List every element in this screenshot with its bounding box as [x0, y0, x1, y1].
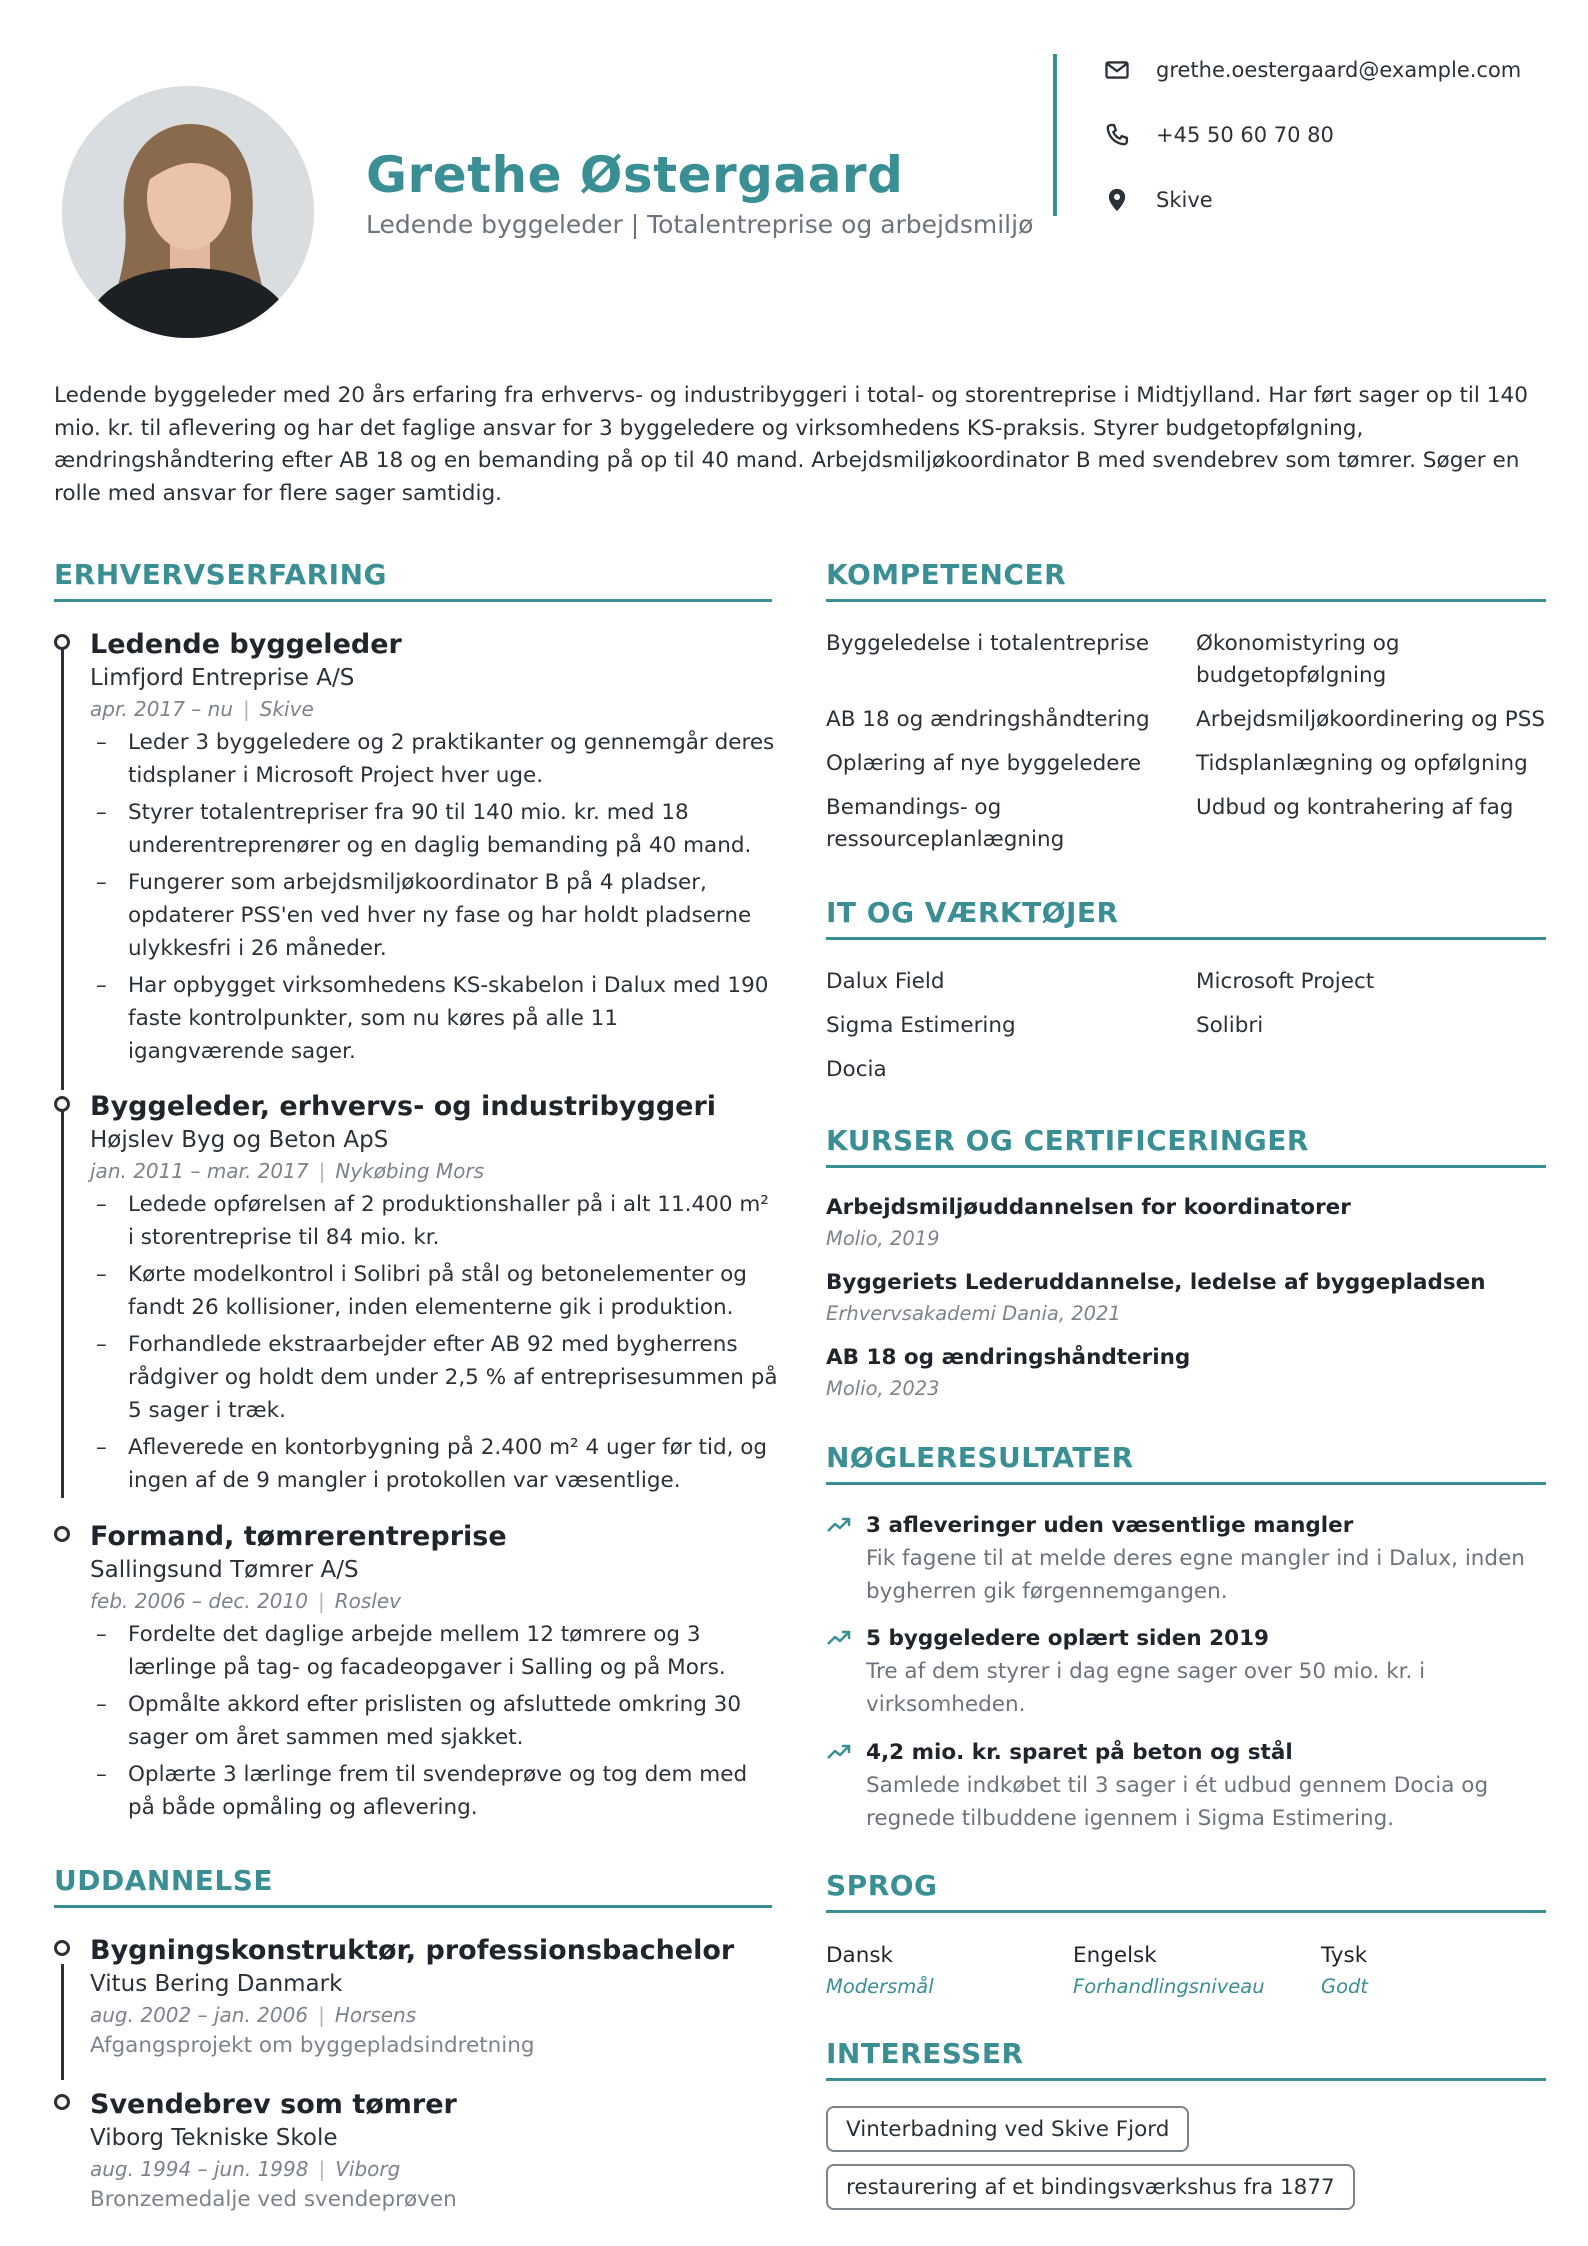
- timeline-line: [61, 1110, 64, 1498]
- job-place: Nykøbing Mors: [335, 1159, 485, 1183]
- trend-up-icon: [826, 1627, 852, 1649]
- course-title: Byggeriets Lederuddannelse, ledelse af byggepladsen: [826, 1270, 1486, 1295]
- trend-up-icon: [826, 1514, 852, 1536]
- tool-item: Docia: [826, 1057, 887, 1082]
- timeline-dot: [54, 1940, 70, 1956]
- job-bullet: – Fungerer som arbejdsmiljøkoordinator B på 4 pladser, opdaterer PSS'en ved hver ny fase og har holdt pladserne ulykkesfri i 26 måneder.: [90, 866, 780, 965]
- language-entry: [1321, 1940, 1368, 2002]
- job-entry: [90, 1520, 780, 1828]
- result-title: 5 byggeledere oplært siden 2019: [866, 1626, 1269, 1651]
- interest-tag: Vinterbadning ved Skive Fjord: [826, 2106, 1189, 2152]
- skill-item: Økonomistyring og budgetopfølgning: [1196, 631, 1400, 688]
- tools-heading: IT OG VÆRKTØJER: [826, 896, 1546, 940]
- course-entry: [826, 1192, 1546, 1254]
- education-title: Bygningskonstruktør, professionsbachelor: [90, 1935, 735, 1966]
- skills-grid: [826, 628, 1546, 856]
- job-place: Roslev: [334, 1589, 401, 1613]
- mail-icon: [1102, 55, 1132, 85]
- profile-photo: [62, 86, 314, 338]
- job-bullet: – Kørte modelkontrol i Solibri på stål og betonelementer og fandt 26 kollisioner, inden elementerne gik i produktion.: [90, 1258, 780, 1324]
- skill-item: Bemandings- og ressourceplanlægning: [826, 795, 1065, 852]
- course-source: Molio, 2023: [826, 1377, 940, 1400]
- job-title: Formand, tømrerentreprise: [90, 1521, 507, 1552]
- course-entry: [826, 1342, 1546, 1404]
- result-description: Samlede indkøbet til 3 sager i ét udbud gennem Docia og regnede tilbuddene igennem i Sigma Estimering.: [866, 1773, 1489, 1831]
- course-source: Molio, 2019: [826, 1227, 940, 1250]
- job-title: Byggeleder, erhvervs- og industribyggeri: [90, 1091, 717, 1122]
- tool-item: Microsoft Project: [1196, 969, 1375, 994]
- skill-item: Tidsplanlægning og opfølgning: [1196, 751, 1528, 776]
- language-entry: [1073, 1940, 1265, 2002]
- contact-location: [1102, 182, 1562, 218]
- interests-heading: INTERESSER: [826, 2037, 1546, 2081]
- job-period: jan. 2011 – mar. 2017: [90, 1159, 309, 1183]
- job-period: apr. 2017 – nu: [90, 697, 234, 721]
- job-entry: [90, 628, 780, 1072]
- education-meta: aug. 1994 – jun. 1998 | Viborg: [90, 2157, 401, 2181]
- job-bullet: – Afleverede en kontorbygning på 2.400 m² 4 uger før tid, og ingen af de 9 mangler i protokollen var væsentlige.: [90, 1431, 780, 1497]
- education-meta: aug. 2002 – jan. 2006 | Horsens: [90, 2003, 417, 2027]
- job-company: Højslev Byg og Beton ApS: [90, 1127, 389, 1153]
- contact-phone[interactable]: [1102, 117, 1562, 153]
- job-bullets: [90, 1188, 780, 1497]
- timeline-dot: [54, 1096, 70, 1112]
- education-period: aug. 2002 – jan. 2006: [90, 2003, 309, 2027]
- timeline-dot: [54, 1526, 70, 1542]
- education-entry: [90, 1934, 780, 2061]
- job-bullet: – Opmålte akkord efter prislisten og afsluttede omkring 30 sager om året sammen med sjakket.: [90, 1688, 780, 1754]
- course-title: Arbejdsmiljøuddannelsen for koordinatorer: [826, 1195, 1351, 1220]
- results-heading: NØGLERESULTATER: [826, 1441, 1546, 1485]
- education-heading: UDDANNELSE: [54, 1864, 772, 1908]
- course-title: AB 18 og ændringshåndtering: [826, 1345, 1191, 1370]
- timeline-dot: [54, 634, 70, 650]
- course-entry: [826, 1267, 1546, 1329]
- contact-divider: [1053, 54, 1057, 216]
- contact-email[interactable]: [1102, 52, 1562, 88]
- job-bullets: [90, 1618, 780, 1824]
- education-note: Afgangsprojekt om byggepladsindretning: [90, 2033, 535, 2058]
- result-title: 4,2 mio. kr. sparet på beton og stål: [866, 1740, 1293, 1765]
- profile-summary: Ledende byggeleder med 20 års erfaring fra erhvervs- og industribyggeri i total- og storentreprise i Midtjylland. Har ført sager op til 140 mio. kr. til aflevering og har det faglige ansvar for 3 byggeledere og virksomhedens KS-praksis. Styrer budgetopfølgning, ændringshåndtering efter AB 18 og en bemanding på op til 40 mand. Arbejdsmiljøkoordinator B med svendebrev som tømrer. Søger en rolle med ansvar for flere sager samtidig.: [54, 383, 1529, 506]
- phone-icon: [1102, 120, 1132, 150]
- result-description: Tre af dem styrer i dag egne sager over 50 mio. kr. i virksomheden.: [866, 1659, 1426, 1717]
- language-entry: [826, 1940, 934, 2002]
- language-level: Forhandlingsniveau: [1073, 1975, 1265, 1998]
- job-entry: [90, 1090, 780, 1501]
- language-name: Dansk: [826, 1943, 894, 1968]
- job-bullet: – Fordelte det daglige arbejde mellem 12 tømrere og 3 lærlinge på tag- og facadeopgaver i Salling og på Mors.: [90, 1618, 780, 1684]
- trend-up-icon: [826, 1741, 852, 1763]
- resume-header: [0, 0, 1588, 360]
- language-level: Godt: [1321, 1975, 1369, 1998]
- experience-heading: ERHVERVSERFARING: [54, 558, 772, 602]
- candidate-name: Grethe Østergaard: [366, 146, 904, 204]
- result-description: Fik fagene til at melde deres egne mangler ind i Dalux, inden bygherren gik førgennemgangen.: [866, 1546, 1525, 1604]
- timeline-dot: [54, 2094, 70, 2110]
- result-title: 3 afleveringer uden væsentlige mangler: [866, 1513, 1354, 1538]
- job-bullet: – Styrer totalentrepriser fra 90 til 140 mio. kr. med 18 underentreprenører og en daglig bemanding på 40 mand.: [90, 796, 780, 862]
- language-name: Tysk: [1321, 1943, 1368, 1968]
- candidate-headline: Ledende byggeleder | Totalentreprise og arbejdsmiljø: [366, 210, 1034, 239]
- languages-heading: SPROG: [826, 1869, 1546, 1913]
- skill-item: AB 18 og ændringshåndtering: [826, 707, 1150, 732]
- job-company: Sallingsund Tømrer A/S: [90, 1557, 359, 1583]
- job-bullets: [90, 726, 780, 1068]
- job-bullet: – Ledede opførelsen af 2 produktionshaller på i alt 11.400 m² i storentreprise til 84 mio. kr.: [90, 1188, 780, 1254]
- job-place: Skive: [259, 697, 314, 721]
- job-company: Limfjord Entreprise A/S: [90, 665, 355, 691]
- result-entry: [826, 1737, 1546, 1835]
- timeline-line: [61, 648, 64, 1090]
- interest-tag: restaurering af et bindingsværkshus fra 1877: [826, 2164, 1355, 2210]
- job-period: feb. 2006 – dec. 2010: [90, 1589, 308, 1613]
- result-entry: [826, 1510, 1546, 1608]
- result-entry: [826, 1623, 1546, 1721]
- skill-item: Oplæring af nye byggeledere: [826, 751, 1142, 776]
- job-bullet: – Forhandlede ekstraarbejder efter AB 92 med bygherrens rådgiver og holdt dem under 2,5 % af entreprisesummen på 5 sager i træk.: [90, 1328, 780, 1427]
- timeline-line: [61, 1964, 64, 2080]
- tool-item: Sigma Estimering: [826, 1013, 1016, 1038]
- job-meta: feb. 2006 – dec. 2010 | Roslev: [90, 1589, 401, 1613]
- education-place: Horsens: [334, 2003, 417, 2027]
- education-school: Vitus Bering Danmark: [90, 1971, 343, 1997]
- tool-item: Solibri: [1196, 1013, 1264, 1038]
- education-school: Viborg Tekniske Skole: [90, 2125, 338, 2151]
- skill-item: Byggeledelse i totalentreprise: [826, 631, 1150, 656]
- tools-grid: [826, 966, 1546, 1086]
- phone-text: +45 50 60 70 80: [1156, 123, 1334, 147]
- skills-heading: KOMPETENCER: [826, 558, 1546, 602]
- job-title: Ledende byggeleder: [90, 629, 402, 660]
- job-meta: apr. 2017 – nu | Skive: [90, 697, 314, 721]
- location-pin-icon: [1102, 185, 1132, 215]
- location-text: Skive: [1156, 188, 1213, 212]
- courses-heading: KURSER OG CERTIFICERINGER: [826, 1124, 1546, 1168]
- job-bullet: – Leder 3 byggeledere og 2 praktikanter og gennemgår deres tidsplaner i Microsoft Project hver uge.: [90, 726, 780, 792]
- language-level: Modersmål: [826, 1975, 934, 1998]
- course-source: Erhvervsakademi Dania, 2021: [826, 1302, 1121, 1325]
- job-bullet: – Oplærte 3 lærlinge frem til svendeprøve og tog dem med på både opmåling og aflevering.: [90, 1758, 780, 1824]
- skill-item: Udbud og kontrahering af fag: [1196, 795, 1514, 820]
- education-note: Bronzemedalje ved svendeprøven: [90, 2187, 457, 2212]
- education-place: Viborg: [335, 2157, 401, 2181]
- education-title: Svendebrev som tømrer: [90, 2089, 457, 2120]
- skill-item: Arbejdsmiljøkoordinering og PSS: [1196, 707, 1546, 732]
- email-text: grethe.oestergaard@example.com: [1156, 58, 1522, 82]
- job-meta: jan. 2011 – mar. 2017 | Nykøbing Mors: [90, 1159, 485, 1183]
- tool-item: Dalux Field: [826, 969, 945, 994]
- job-bullet: – Har opbygget virksomhedens KS-skabelon i Dalux med 190 faste kontrolpunkter, som nu køres på alle 11 igangværende sager.: [90, 969, 780, 1068]
- language-name: Engelsk: [1073, 1943, 1157, 1968]
- education-period: aug. 1994 – jun. 1998: [90, 2157, 309, 2181]
- education-entry: [90, 2088, 780, 2215]
